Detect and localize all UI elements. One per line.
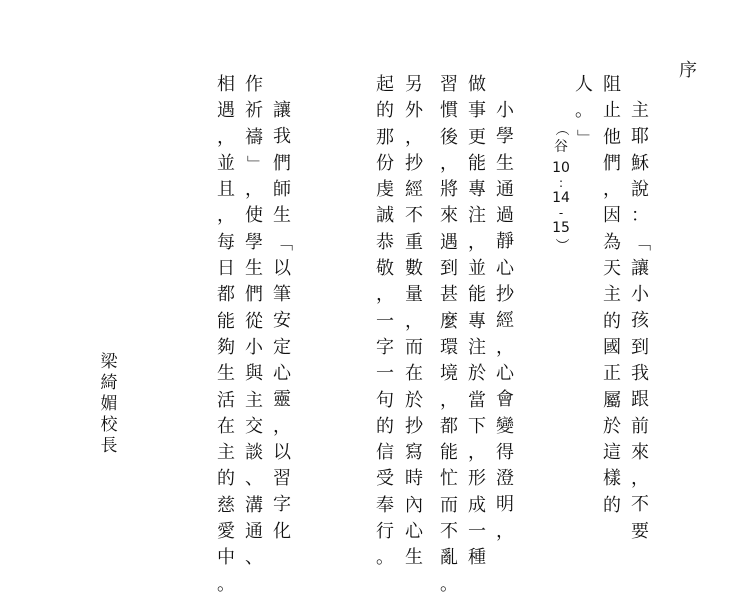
column-character: 讓 — [273, 100, 291, 121]
column-character: 而 — [440, 494, 458, 516]
column-character: ， — [468, 231, 486, 253]
column-character: 主 — [217, 442, 235, 464]
column-character: 生 — [405, 547, 423, 569]
column-character: 成 — [468, 494, 486, 516]
column-character: 經 — [496, 310, 514, 332]
text-column — [434, 72, 464, 598]
column-character: 亂 — [440, 547, 458, 569]
column-character: 們 — [245, 284, 263, 306]
column-character: 奉 — [376, 494, 394, 516]
column-character: ， — [440, 389, 458, 411]
column-character: 們 — [603, 152, 621, 174]
column-character: 慈 — [217, 494, 235, 516]
column-character: 生 — [273, 205, 291, 227]
column-character: 在 — [217, 415, 235, 437]
column-character: 生 — [496, 152, 514, 174]
column-character: 那 — [376, 126, 394, 148]
column-character: 禱 — [245, 126, 263, 148]
column-character: 專 — [468, 179, 486, 201]
column-character: 我 — [631, 362, 649, 384]
column-character: 不 — [405, 205, 423, 227]
column-character: 日 — [217, 258, 235, 280]
citation-open-paren: （ — [553, 122, 569, 136]
column-character: ， — [468, 442, 486, 464]
column-character: 心 — [273, 362, 291, 384]
column-character: 數 — [405, 258, 423, 280]
column-character: 在 — [405, 363, 423, 385]
signature-character: 梁 — [100, 352, 118, 372]
column-character: 使 — [245, 205, 263, 227]
column-character: 交 — [245, 415, 263, 437]
text-column — [597, 72, 627, 519]
column-character: 筆 — [273, 284, 291, 306]
column-character: 小 — [631, 284, 649, 306]
column-character: 靈 — [273, 389, 291, 411]
column-character: ， — [405, 310, 423, 332]
column-character: 「 — [272, 233, 294, 252]
page-title — [673, 58, 703, 84]
column-character: 讓 — [631, 257, 649, 279]
citation-chapter: 10 — [552, 160, 570, 176]
column-character: 澄 — [496, 468, 514, 490]
column-character: 的 — [376, 100, 394, 122]
column-character: 安 — [273, 310, 291, 332]
column-character: 定 — [273, 336, 291, 358]
column-character: 時 — [405, 468, 423, 490]
column-character: 心 — [496, 257, 514, 279]
column-character: 夠 — [217, 336, 235, 358]
column-character: 小 — [245, 336, 263, 358]
signature-character: 綺 — [100, 373, 118, 393]
column-character: 他 — [603, 126, 621, 148]
column-character: 變 — [496, 415, 514, 437]
column-character: 抄 — [496, 284, 514, 306]
citation-book: 谷 — [554, 139, 568, 155]
column-character: ， — [217, 205, 235, 227]
column-character: 的 — [376, 415, 394, 437]
column-character: 事 — [468, 100, 486, 122]
column-character: ， — [273, 415, 291, 437]
column-character: 主 — [245, 389, 263, 411]
column-character: 與 — [245, 363, 263, 385]
column-character: 活 — [217, 389, 235, 411]
column-character: 種 — [468, 547, 486, 569]
column-character: 的 — [217, 468, 235, 490]
column-character: 習 — [273, 468, 291, 490]
column-character: 孩 — [631, 310, 649, 332]
column-character: 都 — [217, 284, 235, 306]
column-character: 明 — [496, 494, 514, 516]
column-character: 通 — [245, 521, 263, 543]
column-character: 麼 — [440, 310, 458, 332]
column-character: 相 — [217, 74, 235, 95]
column-character: 抄 — [405, 152, 423, 174]
column-character: 起 — [376, 74, 394, 95]
column-character: ， — [405, 126, 423, 148]
column-character: 化 — [273, 520, 291, 542]
column-character: 通 — [496, 178, 514, 200]
citation-dash: - — [558, 206, 564, 220]
column-character: 外 — [405, 100, 423, 122]
column-character: 會 — [496, 389, 514, 411]
column-character: 穌 — [631, 152, 649, 174]
column-character: 注 — [468, 336, 486, 358]
text-column — [239, 72, 269, 572]
column-character: 中 — [217, 547, 235, 569]
column-character: 生 — [217, 363, 235, 385]
column-character: 遇 — [217, 100, 235, 122]
column-character: 溝 — [245, 494, 263, 516]
column-character: 專 — [468, 310, 486, 332]
text-column — [399, 72, 429, 572]
column-character: 主 — [631, 100, 649, 121]
column-character: 正 — [603, 363, 621, 385]
column-character: 從 — [245, 310, 263, 332]
column-character: 」 — [244, 155, 266, 174]
column-character: 字 — [273, 494, 291, 516]
column-character: 的 — [603, 310, 621, 332]
column-character: 說 — [631, 178, 649, 200]
column-character: 談 — [245, 442, 263, 464]
column-character: 來 — [631, 441, 649, 463]
column-character: 止 — [603, 100, 621, 122]
column-character: 作 — [245, 74, 263, 95]
column-character: 信 — [376, 442, 394, 464]
column-character: 學 — [245, 231, 263, 253]
title-text: 序 — [679, 60, 697, 81]
column-character: ： — [631, 205, 649, 227]
column-character: 心 — [496, 362, 514, 384]
column-character: 、 — [245, 468, 263, 490]
column-character: 於 — [468, 363, 486, 385]
column-character: 到 — [631, 336, 649, 358]
column-character: ， — [440, 152, 458, 174]
column-character: 每 — [217, 231, 235, 253]
citation-close-paren: ） — [553, 238, 569, 252]
column-character: 且 — [217, 179, 235, 201]
column-character: 生 — [245, 258, 263, 280]
column-character: 將 — [440, 179, 458, 201]
column-character: 環 — [440, 336, 458, 358]
column-character: 的 — [603, 494, 621, 516]
signature-character: 長 — [100, 436, 118, 456]
column-character: 跟 — [631, 389, 649, 411]
citation-verse-to: 15 — [552, 220, 570, 236]
column-character: 主 — [603, 284, 621, 306]
column-character: 以 — [273, 441, 291, 463]
column-character: 甚 — [440, 284, 458, 306]
column-character: 天 — [603, 258, 621, 280]
scripture-citation — [546, 122, 576, 252]
column-character: 字 — [376, 336, 394, 358]
column-character: 寫 — [405, 442, 423, 464]
column-character: 能 — [440, 442, 458, 464]
column-character: ， — [603, 179, 621, 201]
column-character: 阻 — [603, 74, 621, 95]
column-character: 敬 — [376, 258, 394, 280]
column-character: 遇 — [440, 231, 458, 253]
column-character: 另 — [405, 74, 423, 95]
column-character: 境 — [440, 363, 458, 385]
text-column — [625, 98, 655, 545]
column-character: 要 — [631, 520, 649, 542]
column-character: 形 — [468, 468, 486, 490]
signature-character: 媚 — [100, 394, 118, 414]
column-character: 愛 — [217, 521, 235, 543]
column-character: 。 — [440, 573, 458, 595]
column-character: 忙 — [440, 468, 458, 490]
column-character: 當 — [468, 389, 486, 411]
column-character: 們 — [273, 152, 291, 174]
column-character: 句 — [376, 389, 394, 411]
column-character: 心 — [405, 521, 423, 543]
signature — [94, 352, 124, 457]
column-character: 都 — [440, 415, 458, 437]
column-character: 重 — [405, 231, 423, 253]
column-character: 下 — [468, 415, 486, 437]
text-column — [370, 72, 400, 572]
column-character: 做 — [468, 74, 486, 95]
column-character: 經 — [405, 179, 423, 201]
column-character: 內 — [405, 494, 423, 516]
column-character: 份 — [376, 152, 394, 174]
column-character: 一 — [376, 363, 394, 385]
column-character: 祈 — [245, 100, 263, 122]
column-character: 來 — [440, 205, 458, 227]
column-character: 量 — [405, 284, 423, 306]
column-character: 而 — [405, 336, 423, 358]
column-character: 到 — [440, 258, 458, 280]
column-character: 虔 — [376, 179, 394, 201]
column-character: 誠 — [376, 205, 394, 227]
column-character: 學 — [496, 126, 514, 148]
column-character: 抄 — [405, 415, 423, 437]
column-character: 小 — [496, 100, 514, 121]
column-character: 耶 — [631, 126, 649, 148]
column-character: 於 — [603, 415, 621, 437]
column-character: 前 — [631, 415, 649, 437]
column-character: ， — [376, 284, 394, 306]
column-character: 行 — [376, 521, 394, 543]
column-character: 屬 — [603, 389, 621, 411]
column-character: 」 — [574, 128, 596, 147]
column-character: 。 — [217, 573, 235, 595]
column-character: 樣 — [603, 468, 621, 490]
signature-character: 校 — [100, 415, 118, 435]
column-character: 注 — [468, 205, 486, 227]
column-character: 國 — [603, 336, 621, 358]
column-character: 靜 — [496, 231, 514, 253]
column-character: 一 — [376, 310, 394, 332]
column-character: 能 — [468, 152, 486, 174]
column-character: ， — [496, 336, 514, 358]
column-character: 、 — [245, 547, 263, 569]
text-column — [267, 98, 297, 545]
column-character: 以 — [273, 257, 291, 279]
column-character: 更 — [468, 126, 486, 148]
column-character: 。 — [376, 547, 394, 569]
column-character: 不 — [440, 521, 458, 543]
column-character: 受 — [376, 468, 394, 490]
column-character: 師 — [273, 178, 291, 200]
column-character: 不 — [631, 494, 649, 516]
column-character: ， — [245, 179, 263, 201]
column-character: ， — [217, 126, 235, 148]
citation-colon: : — [558, 176, 564, 190]
column-character: ， — [496, 520, 514, 542]
column-character: 能 — [468, 284, 486, 306]
column-character: 人 — [575, 74, 593, 95]
column-character: 「 — [630, 233, 652, 252]
column-character: 恭 — [376, 231, 394, 253]
column-character: 得 — [496, 441, 514, 463]
column-character: 慣 — [440, 100, 458, 122]
text-column — [462, 72, 492, 572]
column-character: 為 — [603, 231, 621, 253]
column-character: 於 — [405, 389, 423, 411]
column-character: ， — [631, 468, 649, 490]
column-character: 習 — [440, 74, 458, 95]
column-character: 能 — [217, 310, 235, 332]
column-character: 因 — [603, 205, 621, 227]
column-character: 這 — [603, 442, 621, 464]
column-character: 一 — [468, 521, 486, 543]
column-character: 我 — [273, 126, 291, 148]
column-character: 後 — [440, 126, 458, 148]
text-column — [490, 98, 520, 545]
column-character: 。 — [575, 100, 593, 122]
column-character: 並 — [468, 258, 486, 280]
column-character: 並 — [217, 152, 235, 174]
column-character: 過 — [496, 205, 514, 227]
citation-verse-from: 14 — [552, 190, 570, 206]
text-column — [211, 72, 241, 598]
